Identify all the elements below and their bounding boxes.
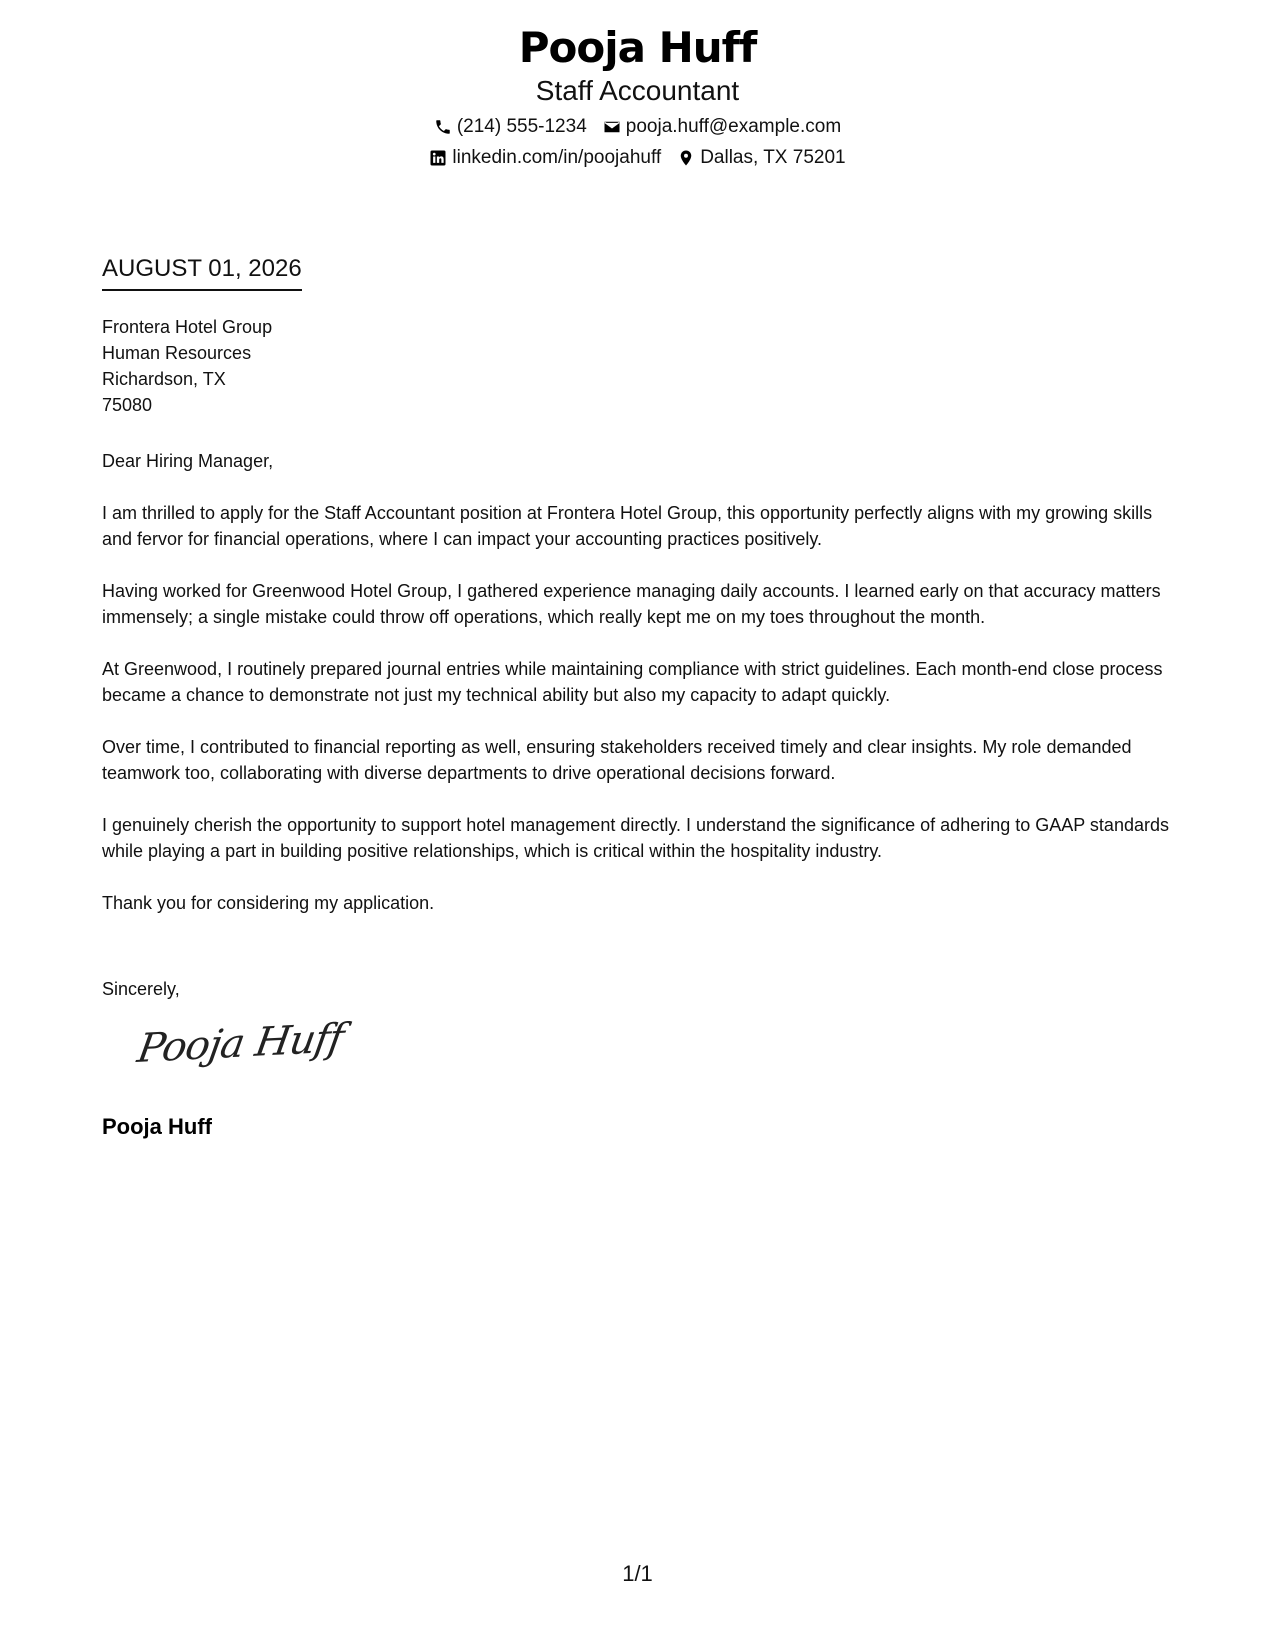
contact-phone[interactable] (434, 115, 587, 139)
closing: Sincerely, (102, 979, 180, 999)
recipient-department: Human Resources (102, 343, 252, 363)
map-pin-icon (677, 149, 695, 167)
body-paragraph: I am thrilled to apply for the Staff Accountant position at Frontera Hotel Group, this opportunity perfectly aligns with my growing skills and fervor for financial operations, where I can impact your accounting practices positively. (102, 503, 1153, 549)
recipient-company: Frontera Hotel Group (102, 317, 273, 337)
contact-linkedin[interactable] (429, 146, 661, 170)
phone-text: (214) 555-1234 (456, 116, 587, 137)
phone-icon (434, 118, 452, 136)
salutation: Dear Hiring Manager, (102, 451, 274, 471)
location-text: Dallas, TX 75201 (700, 147, 846, 168)
recipient-address (102, 314, 272, 418)
email-text: pooja.huff@example.com (625, 116, 842, 137)
applicant-title: Staff Accountant (535, 75, 740, 106)
contact-location (677, 146, 845, 170)
body-paragraph: Over time, I contributed to financial reporting as well, ensuring stakeholders received timely and clear insights. My role demanded teamwork too, collaborating with diverse departments to drive operational decisions forward. (102, 737, 1132, 783)
recipient-city-state: Richardson, TX (102, 369, 226, 389)
signature: Pooja Huff (134, 1015, 347, 1072)
contact-row-secondary (0, 146, 1275, 170)
letter-header (0, 22, 1275, 170)
contact-email[interactable] (603, 115, 841, 139)
letter-date: AUGUST 01, 2026 (102, 254, 302, 291)
body-paragraph: Thank you for considering my application. (102, 893, 435, 913)
linkedin-icon (429, 149, 447, 167)
recipient-zip: 75080 (102, 395, 153, 415)
applicant-name: Pooja Huff (518, 23, 757, 72)
linkedin-text: linkedin.com/in/poojahuff (452, 147, 662, 168)
body-paragraph: At Greenwood, I routinely prepared journal entries while maintaining compliance with strict guidelines. Each month-end close process became a chance to demonstrate not just my technical ability but also my capacity to adapt quickly. (102, 659, 1163, 705)
letter-body (102, 448, 1177, 942)
signer-name: Pooja Huff (102, 1114, 212, 1139)
body-paragraph: I genuinely cherish the opportunity to support hotel management directly. I understand the significance of adhering to GAAP standards while playing a part in building positive relationships, which is critical within the hospitality industry. (102, 815, 1169, 861)
contact-row-primary (0, 115, 1275, 139)
page-number: 1/1 (622, 1561, 653, 1586)
envelope-icon (603, 118, 621, 136)
body-paragraph: Having worked for Greenwood Hotel Group, I gathered experience managing daily accounts. I learned early on that accuracy matters immensely; a single mistake could throw off operations, which really kept me on my toes throughout the month. (102, 581, 1161, 627)
